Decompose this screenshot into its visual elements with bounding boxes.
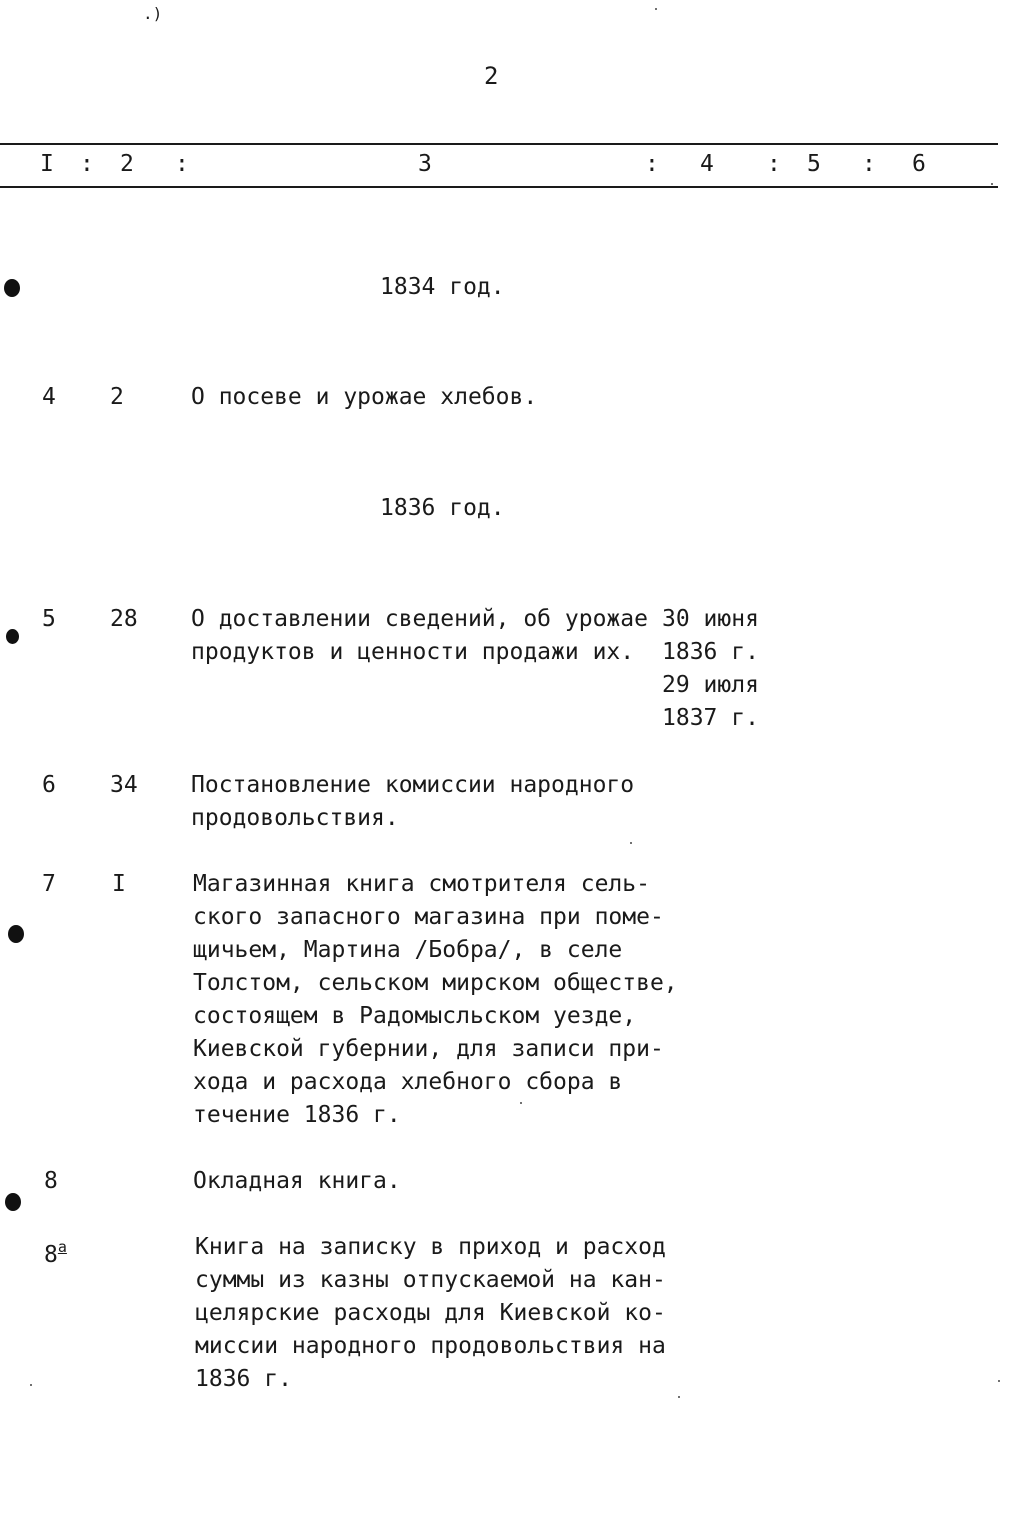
row-sheets: 34 [110, 772, 138, 798]
row-date-line: 30 июня [662, 606, 759, 632]
row-title-line: О доставлении сведений, об урожае [191, 606, 648, 632]
row-number: 5 [42, 606, 56, 632]
col-header-2: 2 [120, 151, 134, 177]
header-bottom-rule [0, 186, 998, 188]
col-separator: : [80, 151, 94, 177]
row-date-line: 1836 г. [662, 639, 759, 665]
row-title-line: Постановление комиссии народного [191, 772, 635, 798]
row-title-line: целярские расходы для Киевской ко- [195, 1300, 666, 1326]
scan-speck [630, 842, 632, 844]
scan-speck [678, 1396, 680, 1398]
scan-speck [991, 183, 993, 185]
col-separator: : [645, 151, 659, 177]
col-separator: : [862, 151, 876, 177]
row-sheets: 2 [110, 384, 124, 410]
row-title-line: щичьем, Мартина /Бобра/, в селе [193, 937, 623, 963]
row-title-line: течение 1836 г. [193, 1102, 401, 1128]
punch-hole-mark [8, 925, 24, 943]
row-title-line: Книга на записку в приход и расход [195, 1234, 666, 1260]
row-number [44, 1231, 67, 1272]
row-title-line: 1836 г. [195, 1366, 292, 1392]
row-number: 4 [42, 384, 56, 410]
row-title-line: продовольствия. [191, 805, 399, 831]
col-separator: : [175, 151, 189, 177]
row-title-line: Магазинная книга смотрителя сель- [193, 871, 650, 897]
row-title-line: О посеве и урожае хлебов. [191, 384, 538, 410]
scan-speck [655, 8, 657, 10]
row-number-main: 8 [44, 1242, 58, 1268]
punch-hole-mark [4, 279, 20, 297]
col-header-5: 5 [807, 151, 821, 177]
row-number: 6 [42, 772, 56, 798]
row-number: 8 [44, 1168, 58, 1194]
year-heading: 1834 год. [380, 274, 505, 300]
scan-speck [520, 1102, 522, 1104]
col-header-3: 3 [418, 151, 432, 177]
row-title-line: Окладная книга. [193, 1168, 401, 1194]
row-title-line: Толстом, сельском мирском обществе, [193, 970, 678, 996]
row-title-line: продуктов и ценности продажи их. [191, 639, 635, 665]
row-sheets: 28 [110, 606, 138, 632]
row-number-suffix: а [57, 1238, 67, 1256]
row-title-line: Киевской губернии, для записи при- [193, 1036, 664, 1062]
col-header-1: I [40, 151, 54, 177]
corner-mark: .) [143, 4, 163, 23]
row-date-line: 29 июля [662, 672, 759, 698]
col-header-6: 6 [912, 151, 926, 177]
punch-hole-mark [6, 629, 19, 644]
row-date-line: 1837 г. [662, 705, 759, 731]
row-title-line: ского запасного магазина при поме- [193, 904, 664, 930]
row-number: 7 [42, 871, 56, 897]
row-title-line: миссии народного продовольствия на [195, 1333, 666, 1359]
page-number: 2 [484, 62, 499, 90]
col-header-4: 4 [700, 151, 714, 177]
col-separator: : [767, 151, 781, 177]
scan-speck [998, 1380, 1000, 1382]
row-title-line: суммы из казны отпускаемой на кан- [195, 1267, 666, 1293]
row-title-line: состоящем в Радомысльском уезде, [193, 1003, 637, 1029]
header-top-rule [0, 143, 998, 145]
row-title-line: хода и расхода хлебного сбора в [193, 1069, 623, 1095]
row-sheets: I [112, 871, 126, 897]
scan-speck [30, 1384, 32, 1386]
year-heading: 1836 год. [380, 495, 505, 521]
punch-hole-mark [5, 1193, 21, 1211]
